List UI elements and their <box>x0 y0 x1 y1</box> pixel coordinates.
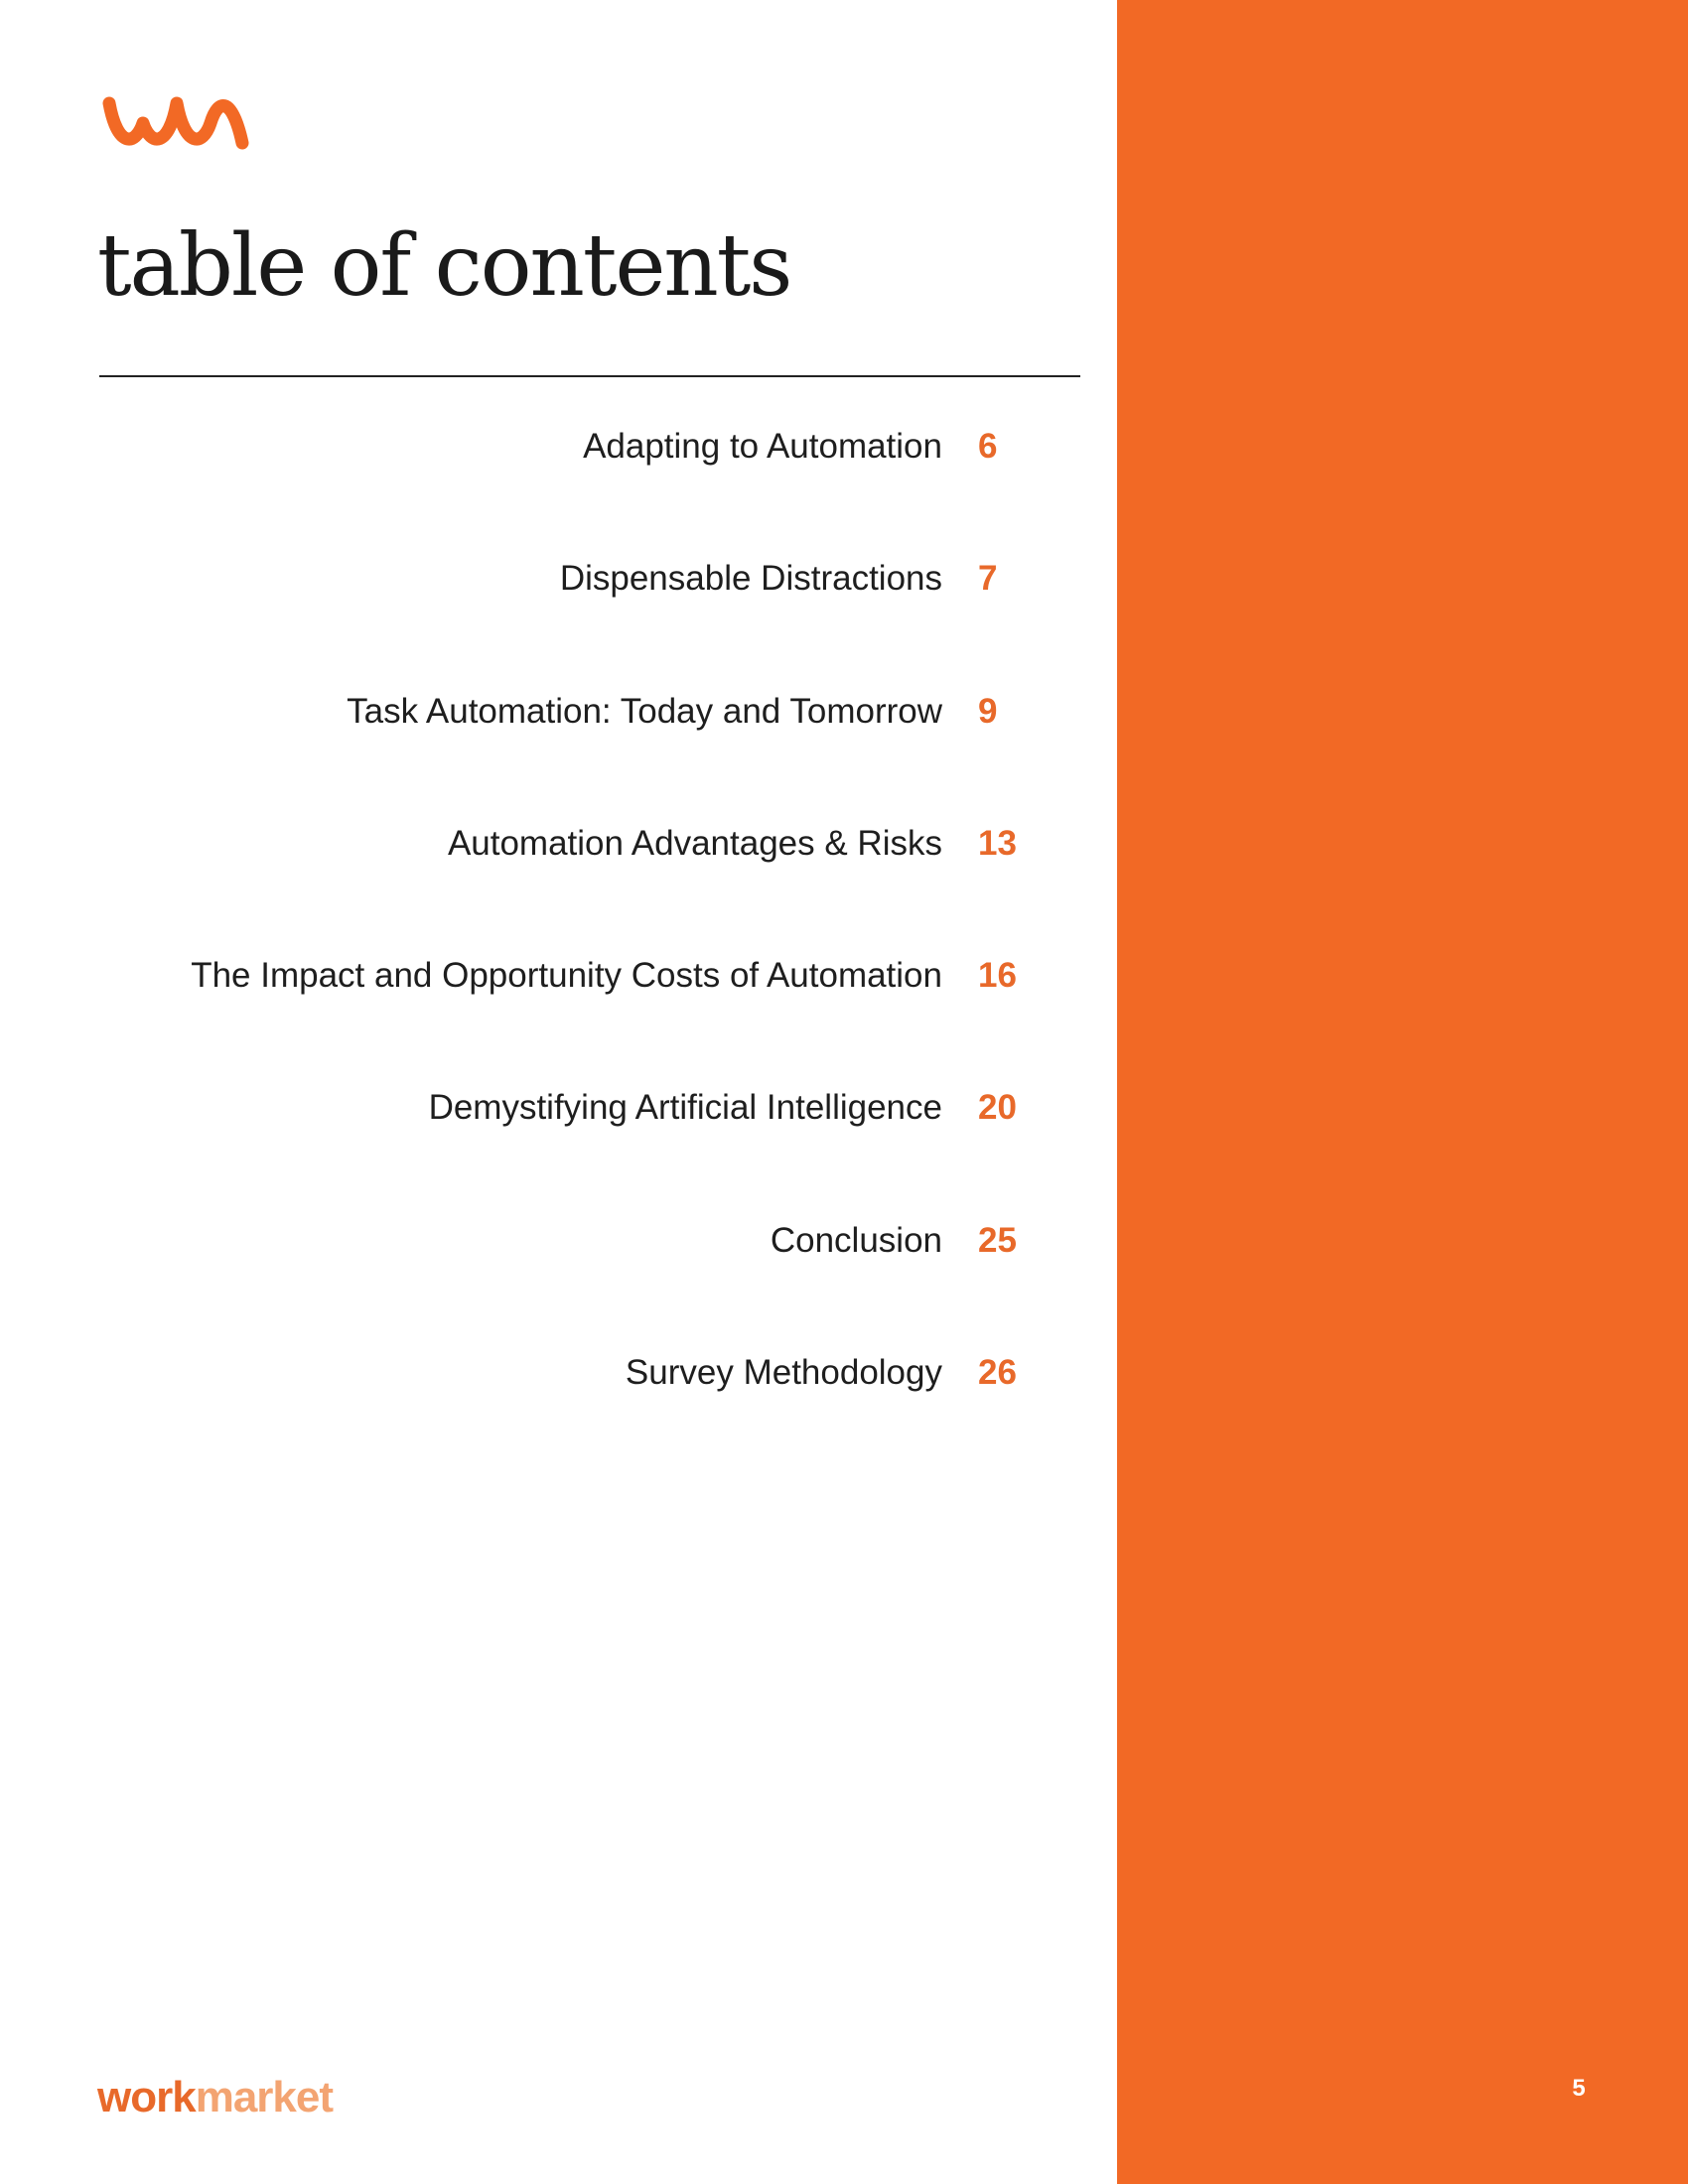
toc-entry[interactable] <box>99 1353 1072 1485</box>
toc-entry[interactable] <box>99 427 1072 559</box>
toc-entry[interactable] <box>99 956 1072 1088</box>
toc-entry-label: The Impact and Opportunity Costs of Automation <box>191 956 942 996</box>
toc-entry-label: Task Automation: Today and Tomorrow <box>347 691 942 731</box>
toc-entry[interactable] <box>99 824 1072 956</box>
toc-entry-page: 9 <box>978 691 998 731</box>
toc-entry[interactable] <box>99 1221 1072 1353</box>
toc-entry-label: Conclusion <box>770 1220 942 1260</box>
brand-market-text: market <box>195 2073 334 2121</box>
toc-entry-page: 25 <box>978 1220 1017 1260</box>
toc-entry-page: 20 <box>978 1088 1017 1128</box>
toc-entry-label: Dispensable Distractions <box>559 559 942 599</box>
toc-entry-page: 16 <box>978 956 1017 996</box>
title-divider <box>99 375 1080 377</box>
wm-logo-icon <box>97 87 252 153</box>
page-title: table of contents <box>97 216 791 316</box>
brand-work-text: work <box>97 2073 196 2121</box>
toc-list <box>99 427 1072 1485</box>
toc-entry-page: 26 <box>978 1353 1017 1393</box>
page-number: 5 <box>1572 2075 1586 2102</box>
workmarket-logo <box>97 2073 333 2122</box>
toc-entry-page: 7 <box>978 559 998 599</box>
toc-entry-page: 13 <box>978 823 1017 863</box>
toc-entry-page: 6 <box>978 427 998 466</box>
toc-entry[interactable] <box>99 559 1072 691</box>
toc-entry[interactable] <box>99 1088 1072 1220</box>
toc-entry-label: Automation Advantages & Risks <box>447 823 942 863</box>
toc-entry-label: Demystifying Artificial Intelligence <box>428 1088 942 1128</box>
orange-side-panel <box>1117 0 1688 2184</box>
toc-entry-label: Adapting to Automation <box>583 427 942 466</box>
toc-entry-label: Survey Methodology <box>625 1353 942 1393</box>
toc-entry[interactable] <box>99 692 1072 824</box>
